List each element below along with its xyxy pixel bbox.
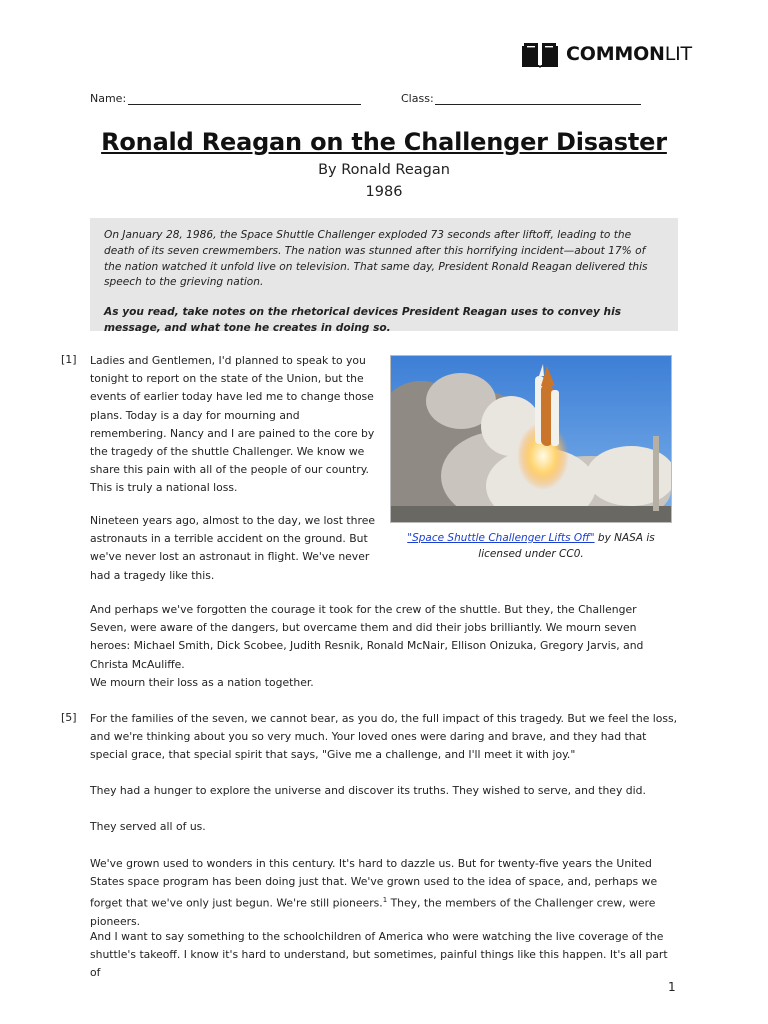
reading-task: As you read, take notes on the rhetorical devices President Reagan uses to convey his message, and what tone he creates in doing so. bbox=[104, 306, 622, 334]
paragraph-number: [1] bbox=[61, 353, 77, 366]
paragraph: They had a hunger to explore the universe and discover its truths. They wished to serve, and they did. bbox=[90, 784, 646, 797]
class-field[interactable] bbox=[435, 104, 641, 105]
page-title: Ronald Reagan on the Challenger Disaster bbox=[101, 128, 667, 156]
paragraph bbox=[90, 855, 674, 931]
year: 1986 bbox=[365, 184, 403, 200]
brand-name-bold: COMMON bbox=[566, 43, 665, 65]
footnote-marker[interactable]: 1 bbox=[382, 896, 388, 905]
paragraph-number: [5] bbox=[61, 711, 77, 724]
image-caption bbox=[390, 530, 672, 562]
intro-box bbox=[90, 218, 678, 334]
brand-name bbox=[566, 43, 692, 65]
paragraph: They served all of us. bbox=[90, 820, 206, 833]
name-field[interactable] bbox=[128, 104, 361, 105]
image-source-link[interactable]: "Space Shuttle Challenger Lifts Off" bbox=[407, 532, 595, 544]
paragraph: And perhaps we've forgotten the courage it took for the crew of the shuttle. But they, the Challenger Seven, were aware of the dangers, but overcame them and did their jobs brilliantly. We mourn seven heroes: Michael Smith, Dick Scobee, Judith Resnik, Ronald McNair, Ellison Onizuka, Gregory Jarvis, and Christa McAuliffe. bbox=[90, 603, 644, 671]
intro-text: On January 28, 1986, the Space Shuttle Challenger exploded 73 seconds after liftoff, leading to the death of its seven crewmembers. The nation was stunned after this horrifying incident—about 17% of the nation watched it unfold live on television. That same day, President Ronald Reagan delivered this speech to the grieving nation. bbox=[104, 229, 648, 289]
paragraph: Ladies and Gentlemen, I'd planned to speak to you tonight to report on the state of the Union, but the events of earlier today have led me to change those plans. Today is a day for mourning and remembering. Nancy and I are pained to the core by the tragedy of the shuttle Challenger. We know we share this pain with all of the people of our country. This is truly a national loss. bbox=[90, 354, 375, 495]
page-number: 1 bbox=[668, 980, 676, 994]
paragraph: And I want to say something to the schoolchildren of America who were watching the live coverage of the shuttle's takeoff. I know it's hard to understand, but sometimes, painful things like this happen. It's all part of bbox=[90, 930, 668, 980]
brand-name-light: LIT bbox=[664, 43, 692, 65]
image-license: by NASA is licensed under CC0. bbox=[478, 532, 655, 560]
commonlit-logo bbox=[522, 40, 692, 68]
name-label: Name: bbox=[90, 92, 127, 105]
paragraph-text: They, the members of the Challenger crew, were pioneers. bbox=[90, 897, 656, 929]
paragraph-text: We've grown used to wonders in this century. It's hard to dazzle us. But for twenty-five years the United States space program has been doing just that. We've grown used to the idea of space, and, perhaps we forget that we've only just begun. We're still pioneers. bbox=[90, 857, 658, 910]
paragraph: For the families of the seven, we cannot bear, as you do, the full impact of this tragedy. But we feel the loss, and we're thinking about you so very much. Your loved ones were daring and brave, and they had that special grace, that special spirit that says, "Give me a challenge, and I'll meet it with joy." bbox=[90, 712, 678, 762]
shuttle-photo bbox=[390, 355, 672, 523]
book-icon bbox=[522, 40, 558, 68]
class-label: Class: bbox=[401, 92, 434, 105]
paragraph: Nineteen years ago, almost to the day, we lost three astronauts in a terrible accident on the ground. But we've never lost an astronaut in flight. We've never had a tragedy like this. bbox=[90, 514, 375, 582]
byline: By Ronald Reagan bbox=[318, 162, 450, 178]
paragraph: We mourn their loss as a nation together. bbox=[90, 676, 314, 689]
